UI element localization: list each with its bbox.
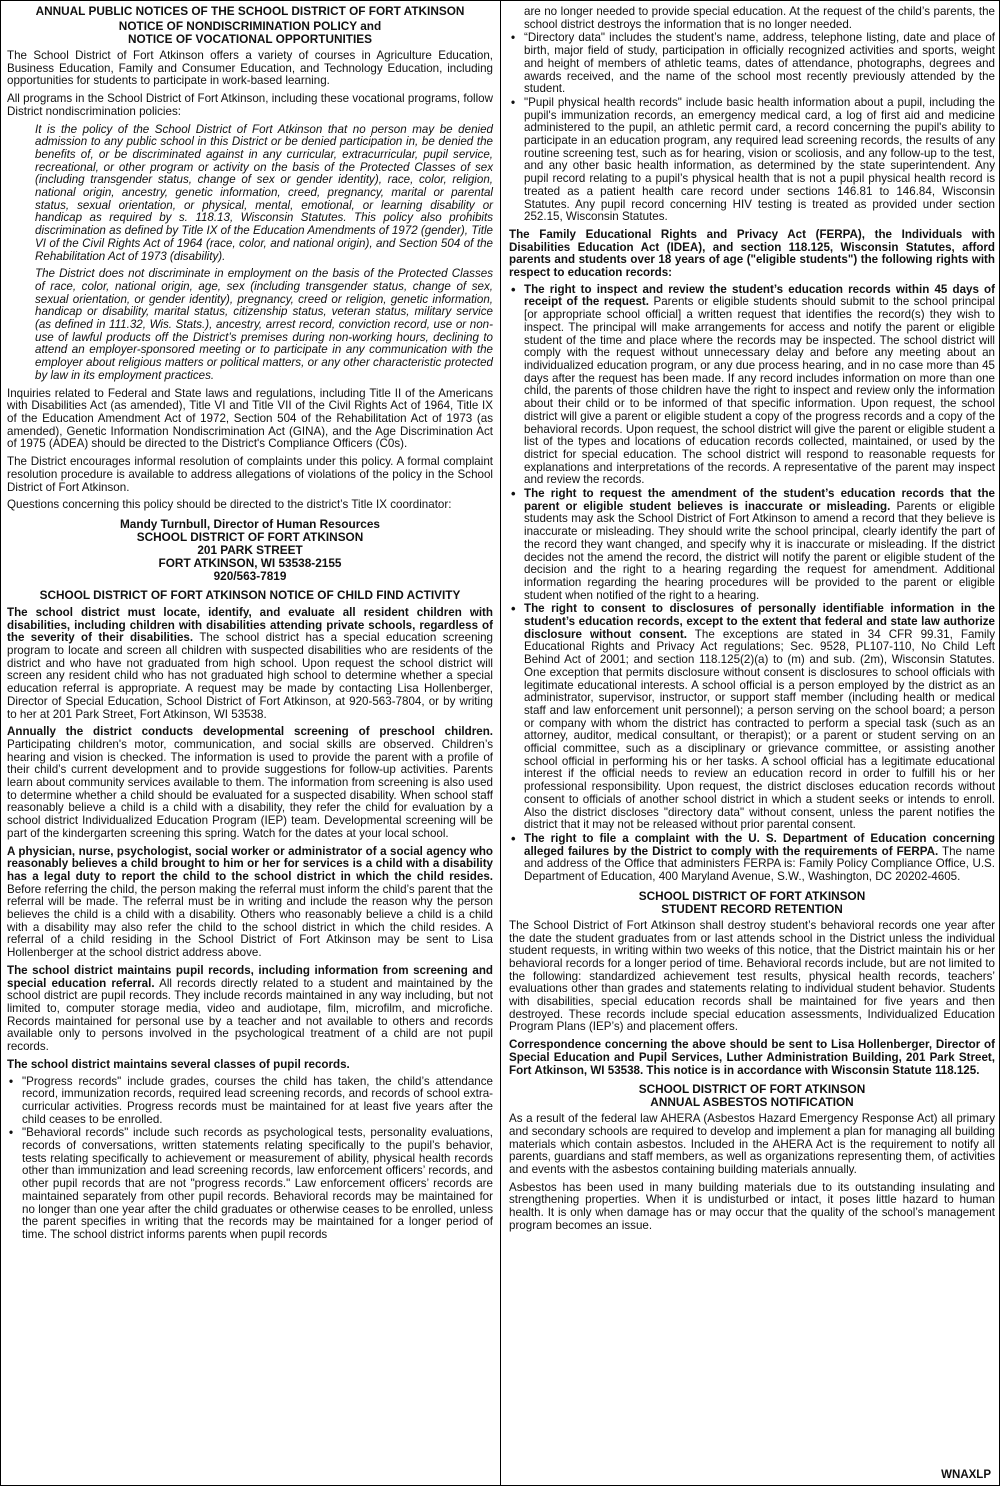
bold-lead: Annually the district conducts developmental screening of preschool children. (7, 725, 493, 739)
paragraph: The School District of Fort Atkinson shall destroy student’s behavioral records one year after the date the student graduates from or last attends school in the District unless the individual student requests, in writing within two weeks of this notice, that the District maintain his or her behavioral records for a longer period of time. Behavioral records include, but are not limited to the following: standardized achievement test results, physical health records, teachers’ evaluations other than grades and statements relating to individual student behavior. Students with disabilities, special education records shall be maintained for five years and then destroyed. These records include special education assessments, Individualized Education Program Plans (IEP’s) and placement offers. (509, 918, 995, 1034)
list-item-continued: are no longer needed to provide special education. At the request of the child’s parents, the school district destroys the information that is no longer needed. (524, 5, 995, 31)
bold-lead: The right to request the amendment of the student’s education records that the parent or eligible student believes is inaccurate or misleading. (524, 487, 995, 513)
list-item: • "Pupil physical health records" include basic health information about a pupil, including the pupil's immunization records, an emergency medical card, a log of first aid and medicine administered to the pupil, an athletic permit card, a record concerning the pupil's ability to participate in an education program, any required lead screening records, the results of any routine screening test, such as for hearing, vision or scoliosis, and any follow-up to the test, and any other basic health information, as determined by the state superintendent. Any pupil record relating to a pupil’s physical health that is not a pupil physical health record is treated as a patient health care record under sections 146.81 to 146.84, Wisconsin Statutes. Any pupil record concerning HIV testing is treated as provided under section 252.15, Wisconsin Statutes. (509, 97, 995, 224)
paragraph (7, 846, 493, 960)
list-item: • "Behavioral records" include such records as psychological tests, personality evaluations, records of conversations, written statements relating specifically to the pupil’s behavior, tests relating specifically to achievement or measurement of ability, physical health records other than immunization and lead screening records, law enforcement officers’ records, and other pupil records that are not "progress records." Law enforcement officers’ records are maintained separately from other pupil records. Behavioral records may be maintained for no longer than one year after the child graduates or otherwise ceases to be enrolled, unless the parent specifies in writing that the records may be maintained for a longer period of time. The school district informs parents when pupil records (7, 1127, 493, 1241)
paragraph: Asbestos has been used in many building materials due to its outstanding insulating and strengthening properties. When it is undisturbed or intact, it poses little hazard to human health. It is only when damage has or may occur that the quality of the school’s management program becomes an issue. (509, 1180, 995, 1232)
contact-line: Mandy Turnbull, Director of Human Resources (119, 516, 380, 531)
nondiscrimination-title-1: NOTICE OF NONDISCRIMINATION POLICY and (118, 19, 382, 33)
bold-lead: The right to inspect and review the student’s education records within 45 days of receipt of the request. (524, 282, 995, 309)
paragraph (7, 607, 493, 721)
bold-lead: The school district maintains several classes of pupil records. (7, 1057, 350, 1071)
record-classes-list-cont (509, 6, 995, 224)
contact-line: 201 PARK STREET (197, 542, 303, 557)
bold-lead: Correspondence concerning the above should be sent to Lisa Hollenberger, Director of Special Education and Pupil Services, Luther Administration Building, 201 Park Street, Fort Atkinson, WI 53538. This notice is in accordance with Wisconsin Statute 118.125. (509, 1038, 995, 1077)
retention-title-2: STUDENT RECORD RETENTION (661, 901, 843, 916)
bold-lead: The right to consent to disclosures of personally identifiable information in the student’s education records, except to the extent that federal and state law authorize disclosure without consent. (524, 602, 995, 641)
bold-lead: The school district maintains pupil records, including information from screening and special education referral. (7, 963, 493, 990)
rights-list (509, 284, 995, 884)
publication-tag: WNAXLP (941, 1469, 991, 1481)
paragraph: Questions concerning this policy should be directed to the district’s Title IX coordinator: (7, 498, 452, 512)
record-classes-list (7, 1076, 493, 1242)
left-column (7, 5, 493, 1242)
contact-block (7, 518, 493, 583)
ferpa-intro (509, 229, 995, 280)
paragraph (7, 1059, 493, 1072)
paragraph (7, 726, 493, 840)
policy-quote: The District does not discriminate in employment on the basis of the Protected Classes of race, color, national origin, age, sex (including transgender status, change of sex, sexual orientation, or gender identity), pregnancy, creed or religion, genetic information, handicap or disability, marital status, citizenship status, veteran status, military service (as defined in 111.32, Wis. Stats.), ancestry, arrest record, conviction record, use or non-use of lawful products off the District’s premises during non-working hours, declining to attend an employer-sponsored meeting or to participate in any communication with the employer about religious matters or political matters, or any other characteristic protected by law in its employment practices. (35, 267, 493, 382)
retention-title-1: SCHOOL DISTRICT OF FORT ATKINSON (638, 888, 866, 903)
bold-lead: The school district must locate, identify, and evaluate all resident children with disabilities, including children with disabilities attending private schools, regardless of the severity of their disabilities. (7, 605, 493, 645)
child-find-title: SCHOOL DISTRICT OF FORT ATKINSON NOTICE OF CHILD FIND ACTIVITY (39, 587, 461, 602)
asbestos-title-2: ANNUAL ASBESTOS NOTIFICATION (650, 1095, 854, 1110)
paragraph: The School District of Fort Atkinson offers a variety of courses in Agriculture Education, Business Education, Family and Consumer Education, and Technology Education, including opportunities for students to participate in work-based learning. (7, 49, 493, 88)
column-divider (500, 1, 501, 1486)
paragraph-text: The school district has a special education screening program to locate and screen all children with suspected disabilities who are residents of the district and who have not graduated from high school. Upon request the school district will screen any resident child who has not graduated high school to determine whether a special education referral is appropriate. A request may be made by contacting Lisa Hollenberger, Director of Special Education, School District of Fort Atkinson, at 920-563-7804, or by writing to her at 201 Park Street, Fort Atkinson, WI 53538. (7, 631, 493, 721)
paragraph: As a result of the federal law AHERA (Asbestos Hazard Emergency Response Act) all primary and secondary schools are required to develop and implement a plan for managing all building materials which contain asbestos. Included in the AHERA Act is the requirement to notify all parents, guardians and staff members, as well as organizations representing them, of activities and events with the asbestos containing building materials annually. (509, 1112, 995, 1177)
asbestos-title-1: SCHOOL DISTRICT OF FORT ATKINSON (638, 1082, 866, 1097)
bold-lead: The right to file a complaint with the U. S. Department of Education concerning alleged failures by the District to comply with the requirements of FERPA. (524, 832, 995, 858)
paragraph: The District encourages informal resolution of complaints under this policy. A formal complaint resolution procedure is available to address allegations of violations of the policy in the School District of Fort Atkinson. (7, 455, 493, 494)
list-item (509, 284, 995, 487)
bold-lead: The Family Educational Rights and Privacy Act (FERPA), the Individuals with Disabilities Education Act (IDEA), and section 118.125, Wisconsin Statutes, afford parents and students over 18 years of age ("eligible students") the following rights with respect to education records: (509, 227, 995, 280)
paragraph-text: Parents or eligible students may ask the School District of Fort Atkinson to amend a record that they believe is inaccurate or misleading. They should write the school principal, clearly identify the part of the record they want changed, and specify why it is inaccurate or misleading. If the district decides not the amend the record, the district will notify the parent or eligible student of the decision and the right to a hearing regarding the request for amendment. Additional information regarding the hearing procedures will be provided to the parent or eligible student when notified of the right to a hearing. (524, 499, 995, 602)
paragraph-text: The exceptions are stated in 34 CFR 99.31, Family Educational Rights and Privacy Act regulations; Sec. 9528, PL107-110, No Child Left Behind Act of 2001; and section 118.125(2)(a) to (m) and sub. (2m), Wisconsin Statutes. One exception that permits disclosure without consent is disclosures to school officials with legitimate educational interests. A school official is a person employed by the district as an administrator, supervisor, instructor, or support staff member (including health or medical staff and law enforcement unit personnel); a person serving on the school board; a person or company with whom the district has contracted to perform a special task (such as an attorney, auditor, medical consultant, or therapist); or a parent or student serving on an official committee, such as a disciplinary or grievance committee, or assisting another school official in performing his or her tasks. A school official has a legitimate educational interest if the official needs to review an education record in order to fulfill his or her professional responsibility. Upon request, the district discloses education records without consent to officials of another school district in which a student seeks or intends to enroll. Also the district discloses "directory data" without consent, unless the parent notifies the district that it may not be released without prior parental consent. (524, 627, 995, 832)
paragraph-text: Parents or eligible students should submit to the school principal [or appropriate school official] a written request that identifies the record(s) they wish to inspect. The principal will make arrangements for access and notify the parent or eligible student of the time and place where the records may be inspected. The school district will comply with the request without unnecessary delay and before any meeting about an individualized education program, or any due process hearing, and in no case more than 45 days after the request has been made. If any record includes information on more than one child, the parents of those children have the right to inspect and review only the information about their child or to be informed of that specific information. Upon request, the school district will give a parent or eligible student a copy of the progress records and a copy of the behavioral records. Upon request, the school district will give the parent or eligible student a list of the types and locations of education records collected, maintained, or used by the district for special education. The school district will respond to reasonable requests for explanations and interpretations of the records. A representative of the parent may inspect and review the records. (524, 295, 995, 487)
list-item (509, 603, 995, 832)
paragraph-text: All records directly related to a student and maintained by the school district are pupil records. They include records maintained in any way including, but not limited to, computer storage media, video and audiotape, film, microfilm, and microfiche. Records maintained for personal use by a teacher and not available to others and records available only to persons involved in the psychological treatment of a child are not pupil records. (7, 976, 493, 1054)
contact-line: SCHOOL DISTRICT OF FORT ATKINSON (136, 529, 364, 544)
list-item (509, 488, 995, 602)
paragraph-text: Participating children's motor, communication, and social skills are observed. Children’s hearing and vision is checked. The information is used to provide the parent with a profile of their child’s current development and to provide suggestions for follow-up activities. Parents learn about community services available to them. The information from screening is also used to determine whether a child should be evaluated for a suspected disability. When school staff reasonably believe a child is a child with a disability, they refer the child for evaluation by a school district Individualized Education Program (IEP) team. Developmental screening will be part of the kindergarten screening this spring. Watch for the dates at your local school. (7, 737, 493, 840)
paragraph: All programs in the School District of Fort Atkinson, including these vocational programs, follow District nondiscrimination policies: (7, 92, 493, 118)
main-title: ANNUAL PUBLIC NOTICES OF THE SCHOOL DISTRICT OF FORT ATKINSON (35, 4, 465, 18)
list-item: • "Progress records" include grades, courses the child has taken, the child’s attendance record, immunization records, required lead screening records, and records of school extra-curricular activities. Progress records must be maintained for at least five years after the child ceases to be enrolled. (7, 1076, 493, 1127)
bold-lead: A physician, nurse, psychologist, social worker or administrator of a social agency who reasonably believes a child brought to him or her for services is a child with a disability has a legal duty to report the child to the school district in which the child resides. (7, 844, 493, 883)
nondiscrimination-title-2: NOTICE OF VOCATIONAL OPPORTUNITIES (127, 32, 373, 46)
list-item: • “Directory data" includes the student’s name, address, telephone listing, date and place of birth, major field of study, participation in officially recognized activities and sports, weight and height of members of athletic teams, dates of attendance, photographs, degrees and awards received, and the name of the school most recently previously attended by the student. (509, 32, 995, 96)
policy-quote: It is the policy of the School District of Fort Atkinson that no person may be denied admission to any public school in this District or be denied participation in, be denied the benefits of, or be discriminated against in any curricular, extracurricular, pupil service, recreational, or other program or activity on the basis of the Protected Classes of sex (including transgender status, change of sex or gender identity), race, color, religion, national origin, ancestry, genetic information, creed, pregnancy, marital or parental status, sexual orientation, or physical, mental, emotional, or learning disability or handicap as required by s. 118.13, Wisconsin Statutes. This policy also prohibits discrimination as defined by Title IX of the Education Amendments of 1972 (gender), Title VI of the Civil Rights Act of 1964 (race, color, and national origin), and Section 504 of the Rehabilitation Act of 1973 (disability). (35, 122, 493, 263)
paragraph-text: Before referring the child, the person making the referral must inform the child’s parent that the referral will be made. The referral must be in writing and include the reason why the person believes the child is a child with a disability. Others who reasonably believe a child is a child with a disability may also refer the child to the school district in which the child resides. A referral of a child residing in the School District of Fort Atkinson may be sent to Lisa Hollenberger at the school district address above. (7, 882, 493, 960)
paragraph: Inquiries related to Federal and State laws and regulations, including Title II of the Americans with Disabilities Act (as amended), Title VI and Title VII of the Civil Rights Act of 1964, Title IX of the Education Amendment Act of 1972, Section 504 of the Rehabilitation Act of 1973 (as amended), Genetic Information Nondiscrimination Act (GINA), and the Age Discrimination Act of 1975 (ADEA) should be directed to the District's Compliance Officers (C0s). (7, 386, 493, 451)
paragraph-text: The name and address of the Office that administers FERPA is: Family Policy Compliance Office, U.S. Department of Education, 400 Maryland Avenue, S.W., Washington, DC 20202-4605. (524, 844, 996, 884)
right-column (509, 5, 995, 1233)
contact-line: 920/563-7819 (213, 568, 287, 583)
paragraph (7, 965, 493, 1054)
list-item (509, 833, 995, 884)
contact-line: FORT ATKINSON, WI 53538-2155 (158, 555, 342, 570)
correspondence (509, 1039, 995, 1077)
